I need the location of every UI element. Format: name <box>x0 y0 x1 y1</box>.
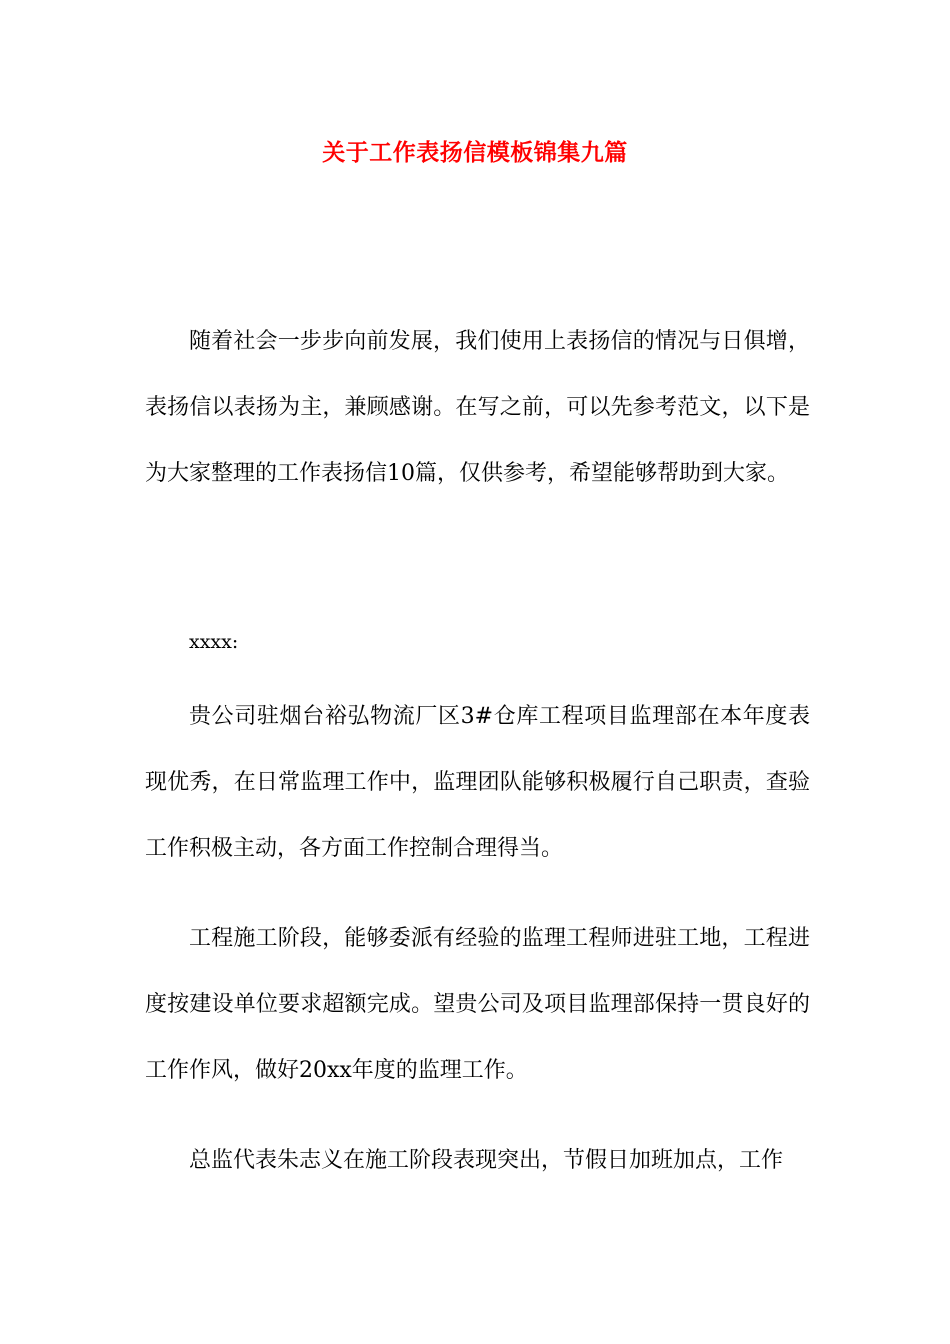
intro-paragraph: 随着社会一步步向前发展，我们使用上表扬信的情况与日俱增，表扬信以表扬为主，兼顾感谢。在写之前，可以先参考范文，以下是为大家整理的工作表扬信10篇，仅供参考，希望能够帮助到大家。 <box>145 329 810 486</box>
body-paragraph-1: 贵公司驻烟台裕弘物流厂区3#仓库工程项目监理部在本年度表现优秀，在日常监理工作中，监理团队能够积极履行自己职责，查验工作积极主动，各方面工作控制合理得当。 <box>145 704 810 861</box>
document-title: 关于工作表扬信模板锦集九篇 <box>322 139 628 166</box>
body-paragraph-2: 工程施工阶段，能够委派有经验的监理工程师进驻工地，工程进度按建设单位要求超额完成。望贵公司及项目监理部保持一贯良好的工作作风，做好20xx年度的监理工作。 <box>145 926 810 1083</box>
body-paragraph-3: 总监代表朱志义在施工阶段表现突出，节假日加班加点，工作 <box>189 1148 784 1173</box>
salutation: xxxx: <box>189 631 239 653</box>
